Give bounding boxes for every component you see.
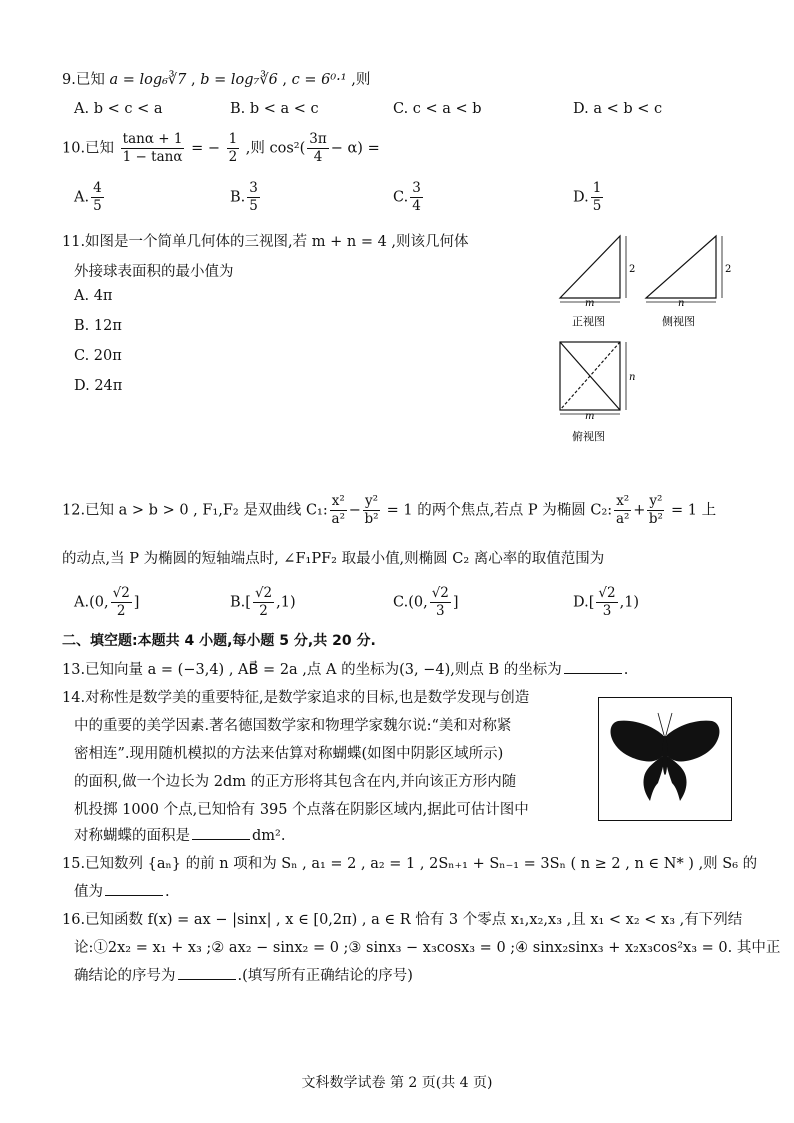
q9-option-a: A. b < c < a	[74, 101, 163, 117]
q14-line1: 14.对称性是数学美的重要特征,是数学家追求的目标,也是数学发现与创造	[62, 690, 530, 706]
q16-line3: 确结论的序号为 .(填写所有正确结论的序号)	[74, 964, 413, 985]
q16-line2: 论:①2x₂ = x₁ + x₃ ;② ax₂ − sinx₂ = 0 ;③ sinx₃ − x₃cosx₃ = 0 ;④ sinx₂sinx₃ + x₂x₃cos²x₃ = 0. 其中正	[74, 940, 781, 956]
q12-line1: 12.已知 a > b > 0 , F₁,F₂ 是双曲线 C₁: $\frac{\text{x²}}{\text{a²}}$ − $\frac{\text{y²}}{\text{b²}}$ = 1 的两个焦点,若点 P 为椭圆 C₂: $\frac{\text{x²}}{\text{a²}}$ + $\frac{\text{y²}}{\text{b²}}$ = 1 上	[62, 493, 717, 527]
side-view-label: 侧视图	[662, 315, 695, 328]
q12-line2: 的动点,当 P 为椭圆的短轴端点时, ∠F₁PF₂ 取最小值,则椭圆 C₂ 离心率的取值范围为	[62, 551, 605, 567]
q13-text: 13.已知向量 a = (−3,4) , AB⃗ = 2a ,点 A 的坐标为(3, −4),则点 B 的坐标为 .	[62, 658, 628, 679]
q12-option-c: C.(0, $\frac{√2}{3}$ ]	[393, 585, 459, 619]
q11-option-a: A. 4π	[74, 288, 113, 304]
q16-answer-blank[interactable]	[178, 965, 236, 980]
butterfly-figure	[598, 697, 732, 821]
q15-line2: 值为 .	[74, 880, 170, 901]
q10-option-a: A. $\frac{4}{5}$	[74, 180, 102, 214]
top-m-label: m	[585, 411, 595, 422]
q10-stem: 10.已知 $\frac{\tan\alpha + 1}{1 - \tan\alpha}$ = − $\frac{1}{2}$ ,则 cos²( $\frac{3\pi}{4}$ − α) =	[62, 131, 380, 165]
side-view	[646, 236, 722, 302]
q12-option-b: B.[ $\frac{√2}{2}$ ,1)	[230, 585, 296, 619]
q10-fraction: $\frac{\tan\alpha + 1}{1 - \tan\alpha}$	[122, 131, 183, 165]
q10-option-b: B. $\frac{3}{5}$	[230, 180, 258, 214]
page-footer: 文科数学试卷 第 2 页(共 4 页)	[301, 1075, 493, 1091]
top-n-label: n	[629, 372, 636, 383]
q14-answer-blank[interactable]	[192, 825, 250, 840]
q14-line5: 机投掷 1000 个点,已知恰有 395 个点落在阴影区域内,据此可估计图中	[74, 802, 529, 818]
q11-option-c: C. 20π	[74, 348, 122, 364]
q11-line1: 11.如图是一个简单几何体的三视图,若 m + n = 4 ,则该几何体	[62, 234, 469, 250]
q9-option-b: B. b < a < c	[230, 101, 319, 117]
q9-stem: 9.已知 a = log₆∛7 , b = log₇∛6 , c = 6⁰·¹ ,则	[62, 72, 371, 88]
front-view-label: 正视图	[572, 315, 605, 328]
front-m-label: m	[585, 298, 595, 309]
q15-answer-blank[interactable]	[105, 881, 163, 896]
q9-option-d: D. a < b < c	[573, 101, 663, 117]
q11-line2: 外接球表面积的最小值为	[74, 264, 234, 280]
q12-option-d: D.[ $\frac{√2}{3}$ ,1)	[573, 585, 640, 619]
side-h-label: 2	[725, 264, 732, 275]
q14-line2: 中的重要的美学因素.著名德国数学家和物理学家魏尔说:“美和对称紧	[74, 718, 512, 734]
front-h-label: 2	[629, 264, 636, 275]
q14-line4: 的面积,做一个边长为 2dm 的正方形将其包含在内,并向该正方形内随	[74, 774, 517, 790]
q15-line1: 15.已知数列 {aₙ} 的前 n 项和为 Sₙ , a₁ = 2 , a₂ = 1 , 2Sₙ₊₁ + Sₙ₋₁ = 3Sₙ ( n ≥ 2 , n ∈ N* ) ,则 S₆ 的	[62, 856, 758, 872]
q10-option-c: C. $\frac{3}{4}$	[393, 180, 421, 214]
three-view-figure	[552, 230, 742, 450]
q14-line3: 密相连”.现用随机模拟的方法来估算对称蝴蝶(如图中阴影区域所示)	[74, 746, 504, 762]
section-fill-in-title: 二、填空题:本题共 4 小题,每小题 5 分,共 20 分.	[62, 633, 376, 649]
q9-option-c: C. c < a < b	[393, 101, 482, 117]
q11-option-d: D. 24π	[74, 378, 123, 394]
q13-answer-blank[interactable]	[564, 659, 622, 674]
q16-line1: 16.已知函数 f(x) = ax − |sinx| , x ∈ [0,2π) , a ∈ R 恰有 3 个零点 x₁,x₂,x₃ ,且 x₁ < x₂ < x₃ ,有下列结	[62, 912, 743, 928]
q12-option-a: A.(0, $\frac{√2}{2}$ ]	[74, 585, 140, 619]
top-view	[560, 342, 626, 414]
q14-line6: 对称蝴蝶的面积是 dm².	[74, 824, 285, 845]
q11-option-b: B. 12π	[74, 318, 122, 334]
q10-option-d: D. $\frac{1}{5}$	[573, 180, 602, 214]
side-n-label: n	[678, 298, 685, 309]
front-view	[560, 236, 626, 302]
top-view-label: 俯视图	[572, 430, 605, 443]
